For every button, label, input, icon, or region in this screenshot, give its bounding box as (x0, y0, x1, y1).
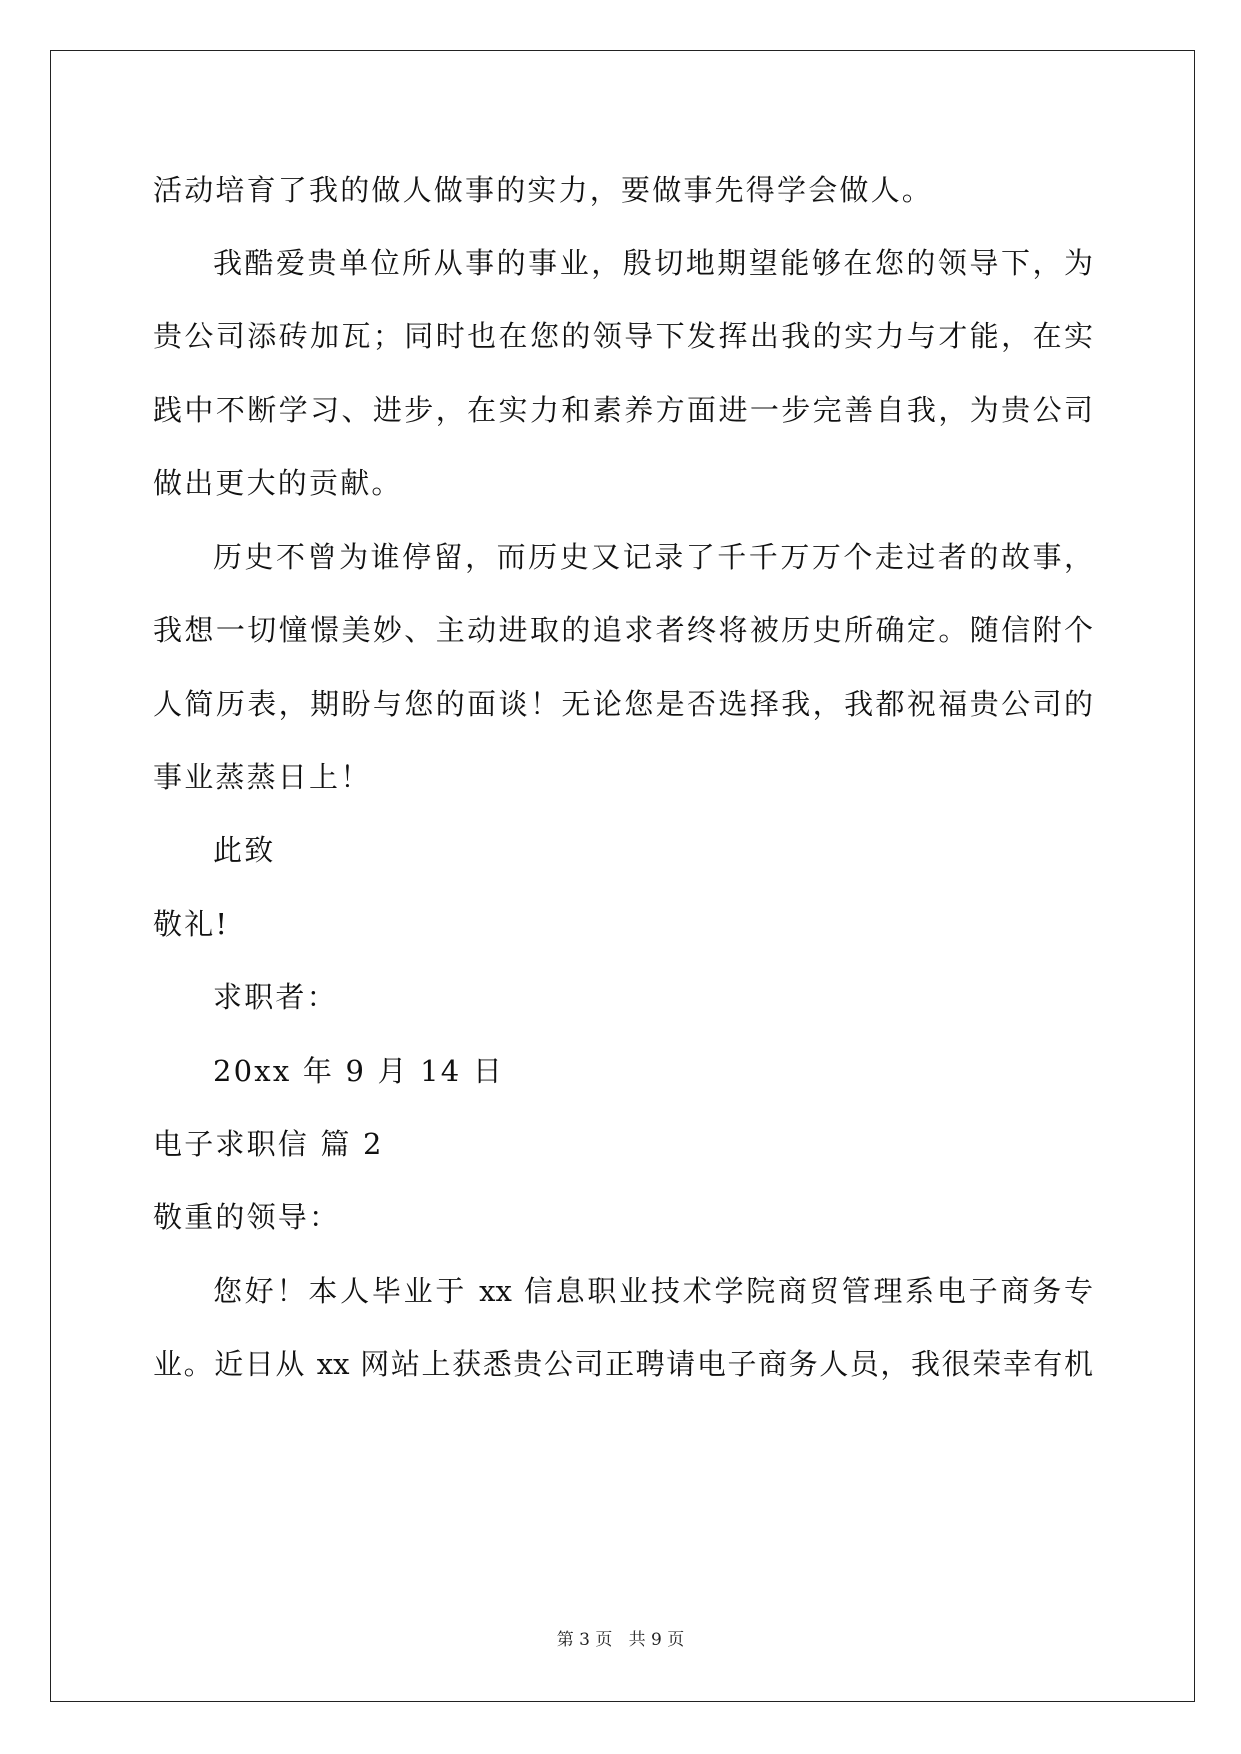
paragraph-line: 做出更大的贡献。 (153, 466, 403, 500)
section-heading: 电子求职信 篇 2 (153, 1127, 384, 1161)
closing-regards: 敬礼! (153, 907, 230, 941)
paragraph-line: 我想一切憧憬美妙、主动进取的追求者终将被历史所确定。随信附个 (153, 613, 1093, 647)
paragraph-line: 您好！本人毕业于 xx 信息职业技术学院商贸管理系电子商务专 (213, 1274, 1093, 1308)
paragraph-line: 我酷爱贵单位所从事的事业，殷切地期望能够在您的领导下，为 (213, 246, 1093, 280)
page-border (50, 50, 1195, 1702)
greeting: 敬重的领导： (153, 1200, 341, 1234)
paragraph-line: 践中不断学习、进步，在实力和素养方面进一步完善自我，为贵公司 (153, 393, 1093, 427)
paragraph-line: 业。近日从 xx 网站上获悉贵公司正聘请电子商务人员，我很荣幸有机 (153, 1347, 1093, 1381)
signature-label: 求职者： (213, 980, 338, 1014)
paragraph-line: 事业蒸蒸日上！ (153, 760, 372, 794)
page-number-footer: 第 3 页 共 9 页 (556, 1630, 685, 1650)
letter-date: 20xx 年 9 月 14 日 (213, 1054, 505, 1088)
paragraph-line: 活动培育了我的做人做事的实力，要做事先得学会做人。 (153, 173, 934, 207)
paragraph-line: 人简历表，期盼与您的面谈！无论您是否选择我，我都祝福贵公司的 (153, 687, 1093, 721)
paragraph-line: 历史不曾为谁停留，而历史又记录了千千万万个走过者的故事， (213, 540, 1093, 574)
paragraph-line: 贵公司添砖加瓦；同时也在您的领导下发挥出我的实力与才能，在实 (153, 319, 1093, 353)
closing-salutation: 此致 (213, 833, 276, 867)
